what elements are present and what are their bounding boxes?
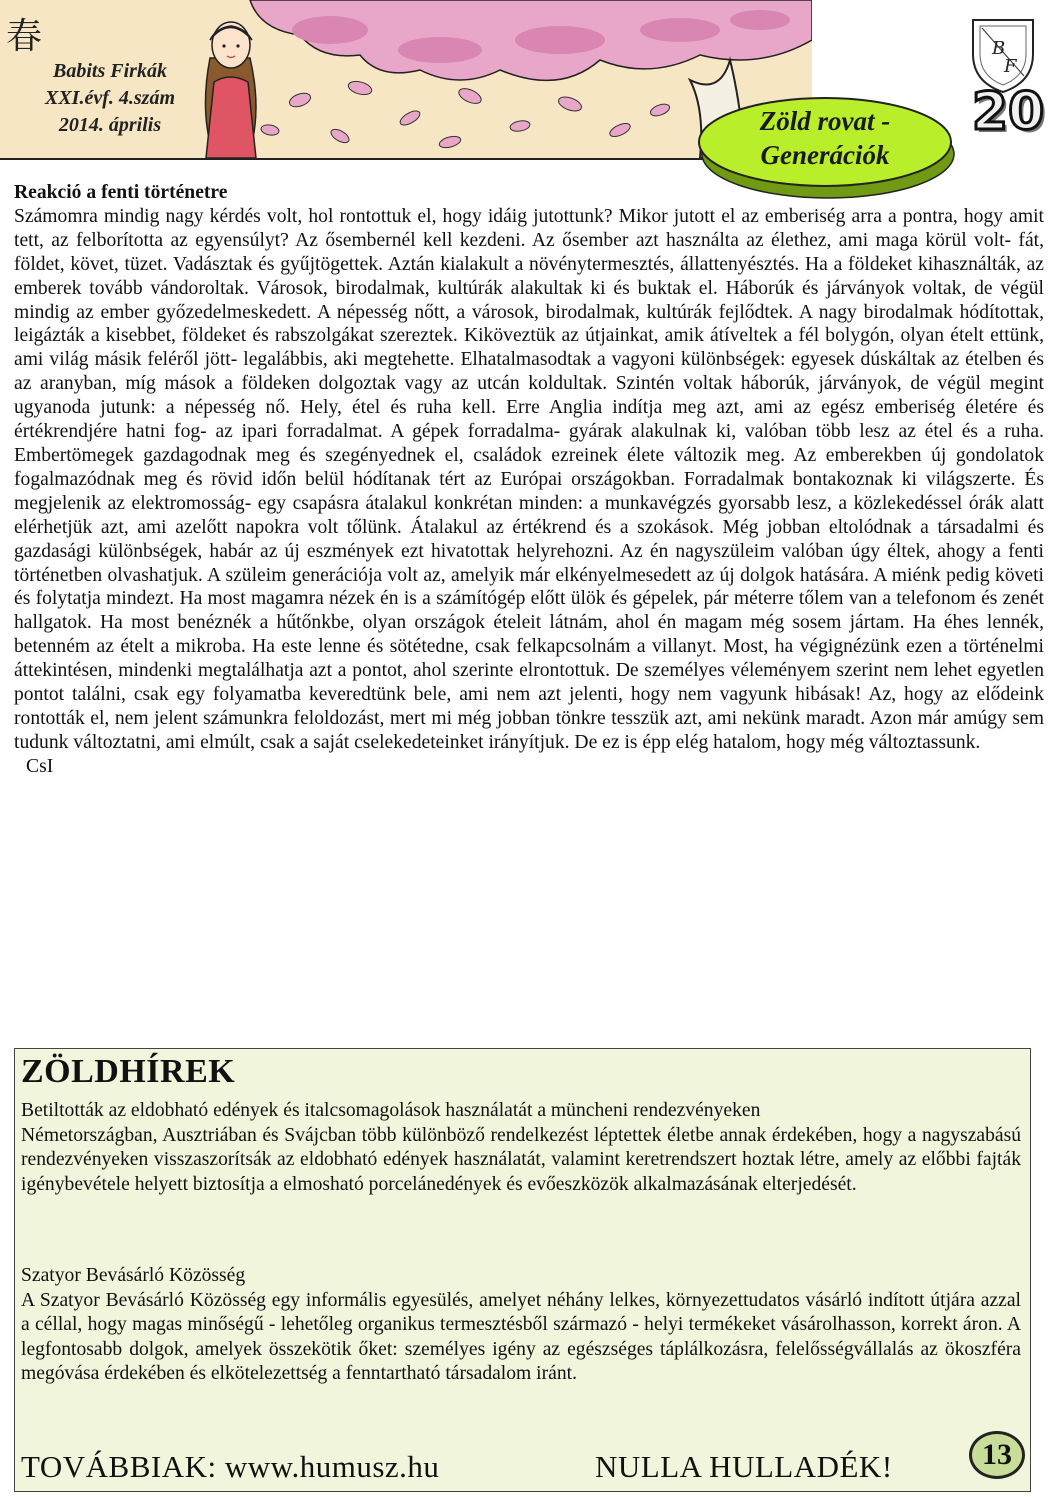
- news-item-headline: Betiltották az eldobható edények és italcsomagolások használatát a müncheni rendezvényeken: [21, 1100, 761, 1121]
- news-item-headline: Szatyor Bevásárló Közösség: [21, 1265, 246, 1286]
- issue-date: 2014. április: [58, 114, 162, 136]
- section-title-line1: Zöld rovat -: [759, 106, 891, 136]
- crest-letter-b: B: [992, 38, 1006, 59]
- section-title-line2: Generációk: [760, 140, 890, 170]
- kanji-glyph: 春: [6, 16, 43, 57]
- publication-name: Babits Firkák: [53, 60, 167, 82]
- news-item-body: A Szatyor Bevásárló Közösség egy informális egyesülés, amelyet néhány lelkes, környezettudatos vásárló indított útjára azzal a céllal, hogy magas minőségű - lehetőleg organikus termesztésből származó - helyi termékeket vásárolhasson, korrekt áron. A legfontosabb dolgok, amelyek összekötik őket: személyes igény az egészséges táplálkozásra, felelősségvállalás az ökoszféra megóvása érdekében és elkötelezettség a fenntartható társadalom iránt.: [21, 1289, 1021, 1384]
- crest-letter-f: F: [1004, 56, 1017, 77]
- article: [14, 181, 1044, 779]
- article-heading: Reakció a fenti történetre: [14, 182, 228, 203]
- section-number: 20: [971, 82, 1045, 142]
- article-signature: CsI: [26, 755, 54, 777]
- news-item-body: Németországban, Ausztriában és Svájcban több különböző rendelkezést léptettek életbe annak érdekében, hogy a nagyszabású rendezvényeken visszaszorítsák az eldobható edények használatát, valamint keretrendszert hoztak létre, amely az előbbi fajták igénybevétele helyett biztosítja a elmosható porcelánedények és evőeszközök alkalmazásának elterjedését.: [21, 1124, 1021, 1195]
- page-number-badge: 13: [969, 1431, 1025, 1479]
- news-item-munich: [21, 1099, 1021, 1197]
- masthead: [30, 58, 190, 139]
- issue-number: XXI.évf. 4.szám: [45, 87, 175, 109]
- article-body: Számomra mindig nagy kérdés volt, hol rontottuk el, hogy idáig jutottunk? Mikor jutott el az emberiség arra a pontra, hogy amit tett, az felborította az egyensúlyt? Az ősembernél kell kezdeni. Az ősember azt használta az élethez, ami maga körül volt- fát, földet, követ, tüzet. Vadásztak és gyűjtögettek. Aztán kialakult a növénytermesztés, állattenyésztés. Ha a földeket kihasználták, az emberek tovább vándoroltak. Városok, birodalmak, kultúrák alakultak ki és buktak el. Háborúk és járványok voltak, de végül mindig az ember győzedelmeskedett. A népesség nőtt, a városok, birodalmak, kultúrák fejlődtek. A nagy birodalmak hódítottak, leigázták a kisebbet, földeket és rabszolgákat szereztek. Kiköveztük az útjainkat, amik átíveltek a fél bolygón, olyan ételt ettünk, ami világ másik feléről jött- legalábbis, aki megtehette. Elhatalmasodtak a vagyoni különbségek: egyesek dúskáltak az ételben és az aranyban, míg mások a földeken dolgoztak vagy az utcán koldultak. Szintén voltak háborúk, járványok, de végül megint ugyanoda jutunk: a népesség nő. Hely, étel és ruha kell. Erre Anglia indítja meg azt, ami az egész emberiség életére és értékrendjére hatni fog- az ipari forradalmat. A gépek forradalma- gyárak alakulnak ki, valóban több lesz az étel és a ruha. Embertömegek gazdagodnak meg és szegényednek el, családok ezreinek élete változik meg. Az emberekben új gondolatok fogalmazódnak meg és rövid időn belül hódítanak tért az Európai országokban. Forradalmak bontakoznak ki világszerte. És megjelenik az elektromosság- egy csapásra átalakul konkrétan minden: a munkavégzés gyorsabb lesz, a közlekedéssel órák alatt elérhetjük azt, ami azelőtt napokra volt tőlünk. Átalakul az értékrend és a szokások. Még jobban eltolódnak a társadalmi és gazdasági különbségek, habár az új eszmények ezt hivatottak helyrehozni. Az én nagyszüleim valóban úgy éltek, ahogy a fenti történetben olvashatjuk. A szüleim generációja volt az, amelyik már elkényelmesedett az új dolgok hatására. A miénk pedig követi és folytatja mindezt. Ha most magamra nézek én is a számítógép előtt ülök és gépelek, pár méterre tőlem van a telefonom és zenét hallgatok. Ha most benéznék a hűtőnkbe, olyan országok ételeit látnám, ahol én magam még sosem jártam. Ha éhes lennék, betenném az ételt a mikroba. Ha este lenne és sötétedne, csak felkapcsolnám a villanyt. Most, ha végignézünk ezen a történelmi áttekintésen, mindenki megtalálhatja azt a pontot, ahol szerinte elrontottuk. De személyes véleményem szerint nem lehet egyetlen pontot találni, csak egy folyamatba keveredtünk bele, ami nem azt jelenti, hogy nem vagyunk hibásak! Az, hogy az elődeink rontották el, nem jelent számunkra feloldozást, mert mi még jobban tönkre tesszük azt, ami nekünk maradt. Azon már amúgy sem tudunk változtatni, ami elmúlt, csak a saját cselekedeteinket irányítjuk. De ez is épp elég hatalom, hogy még változtassunk.: [14, 205, 1044, 753]
- more-info-link[interactable]: TOVÁBBIAK: www.humusz.hu: [21, 1449, 440, 1484]
- news-item-szatyor: [21, 1264, 1021, 1387]
- green-news-box: [14, 1048, 1031, 1492]
- section-title: [698, 104, 952, 172]
- header-banner: [0, 0, 812, 160]
- news-title: ZÖLDHÍREK: [21, 1053, 236, 1090]
- zero-waste-slogan: NULLA HULLADÉK!: [595, 1449, 893, 1484]
